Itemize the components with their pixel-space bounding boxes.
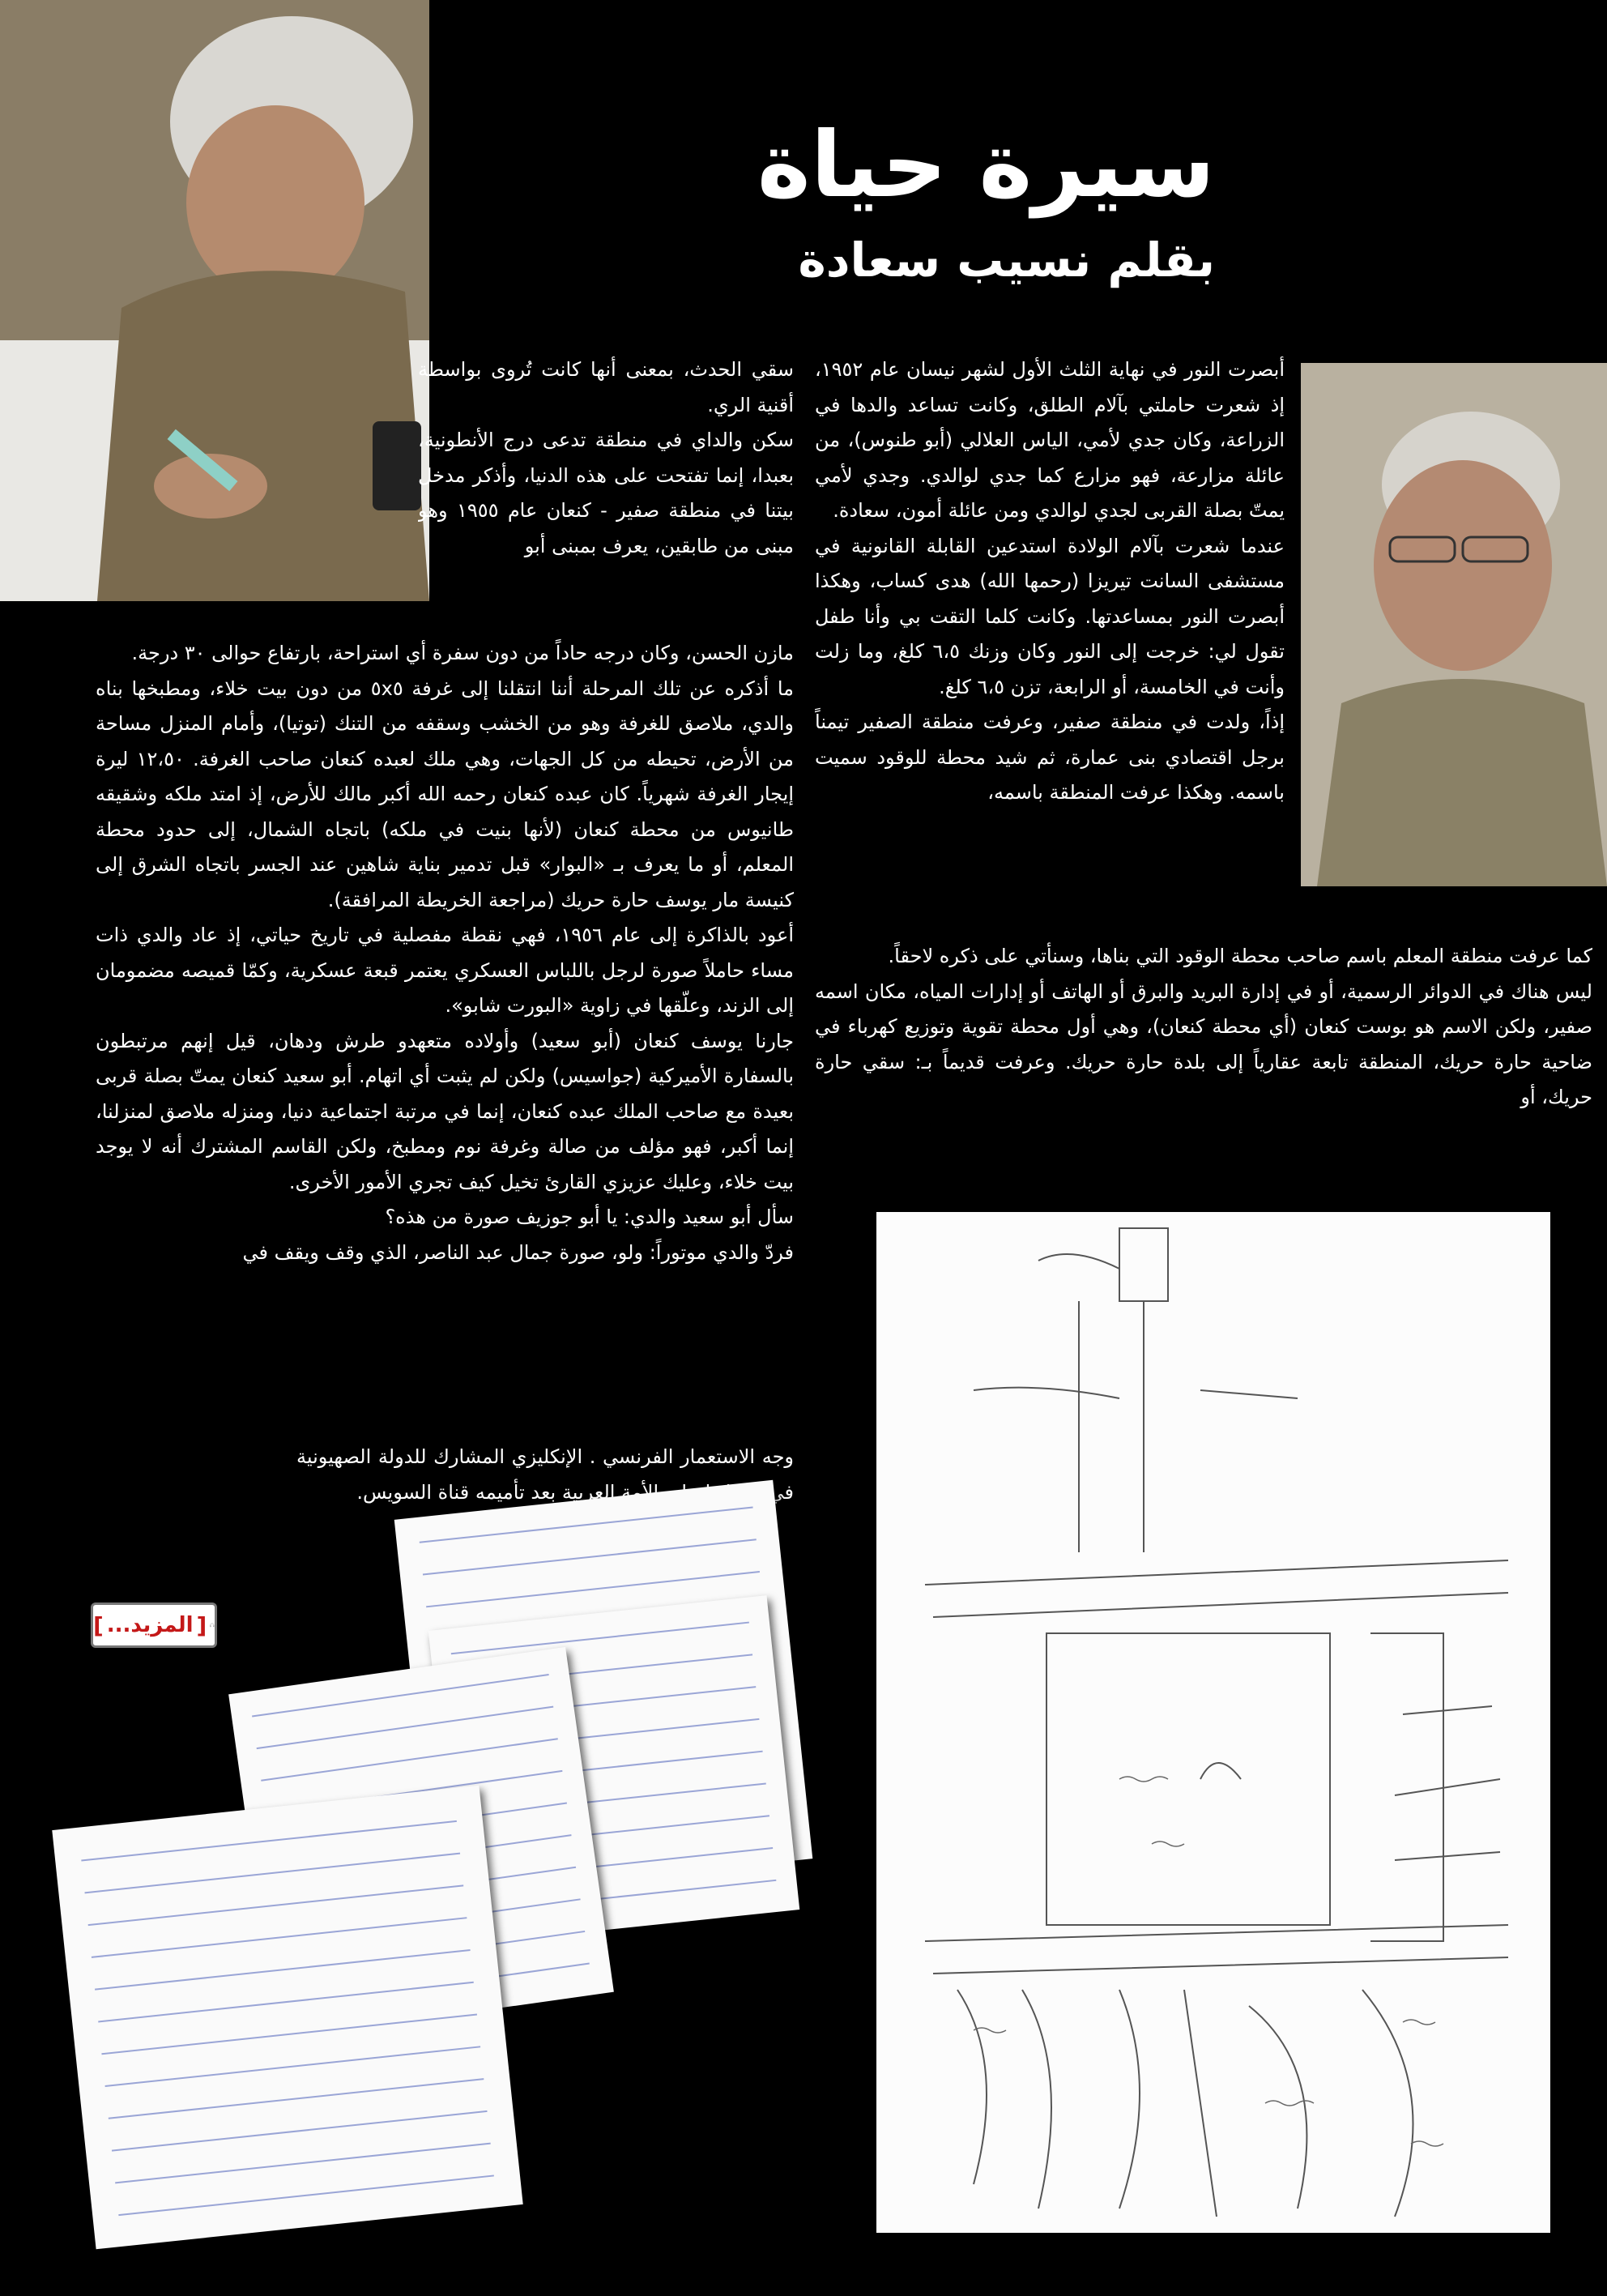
map-sketch [876, 1212, 1550, 2233]
manuscript-sheet [52, 1786, 522, 2250]
paragraph: فردّ والدي موتوراً: ولو، صورة جمال عبد الناصر، الذي وقف ويقف في [242, 1240, 794, 1264]
photo-illustration [0, 0, 429, 601]
photo-man-writing [0, 0, 429, 601]
paragraph: سكن والداي في منطقة تدعى درج الأنطونية، بعبدا، إنما تفتحت على هذه الدنيا، وأذكر مدخل بيتنا في منطقة صفير - كنعان عام ١٩٥٥ وهو مبنى من طابقين، يعرف بمبنى أبو [418, 429, 794, 557]
text-column-left [418, 352, 794, 638]
paragraph: إذاً، ولدت في منطقة صفير، وعرفت منطقة الصفير تيمناً برجل اقتصادي بنى عمارة، ثم شيد محطة للوقود سميت باسمه. وهكذا عرفت المنطقة باسمه، [815, 711, 1285, 804]
bracket-right: ] [196, 1611, 207, 1639]
text-column-bridge [815, 939, 1592, 1182]
paragraph: سأل أبو سعيد والدي: يا أبو جوزيف صورة من هذه؟ [385, 1206, 794, 1228]
paragraph: مازن الحسن، وكان درجه حاداً من دون سفرة أي استراحة، بارتفاع حوالى ٣٠ درجة. [131, 642, 794, 664]
bracket-left: [ [93, 1611, 104, 1639]
paragraph: ليس هناك في الدوائر الرسمية، أو في إدارة البريد والبرق أو الهاتف أو إدارات المياه، مكان اسمه صفير، ولكن الاسم هو بوست كنعان (أي محطة كنعان)، وهي أول محطة تقوية وتوزيع كهرباء في ضاحية حارة حريك، المنطقة تابعة عقارياً إلى بلدة حارة حريك. وعرفت قديماً بـ: سقي حارة حريك، أو [815, 979, 1592, 1108]
more-button[interactable] [91, 1603, 217, 1648]
text-column-right [815, 352, 1285, 1022]
paragraph: كما عرفت منطقة المعلم باسم صاحب محطة الوقود التي بناها، وسنأتي على ذكره لاحقاً. [888, 945, 1592, 967]
paragraph: عندما شعرت بآلام الولادة استدعين القابلة القانونية في مستشفى السانت تيريزا (رحمها الله) هدى كساب، وهكذا أبصرت النور بمساعدتها. وكانت كلما التقت بي وأنا طفل تقول لي: خرجت إلى النور وكان وزنك ٦،٥ كلغ، وما زلت وأنت في الخامسة، أو الرابعة، تزن ٦،٥ كلغ. [815, 534, 1285, 698]
paragraph: أعود بالذاكرة إلى عام ١٩٥٦، فهي نقطة مفصلية في تاريخ حياتي، إذ عاد والدي ذات مساء حاملاً صورة لرجل باللباس العسكري يعتمر قبعة عسكرية، وكمّا قميصه مضمومان إلى الزند، وعلّقها في زاوية «البورت شابو». [96, 924, 794, 1017]
more-button-label: المزيد... [106, 1613, 194, 1637]
portrait-illustration [1301, 363, 1607, 886]
paragraph: وجه الاستعمار الفرنسي . الإنكليزي المشارك للدولة الصهيونية في عدوانها على الأمة العربية بعد تأميمه قناة السويس. [296, 1445, 794, 1504]
paragraph: أبصرت النور في نهاية الثلث الأول لشهر نيسان عام ١٩٥٢، إذ شعرت حاملتي بآلام الطلق، وكانت تساعد والدها في الزراعة، وكان جدي لأمي، الياس العلالي (أبو طنوس)، من عائلة مزارعة، فهو مزارع كما جدي لوالدي. وجدي لأمي يمتّ بصلة القربى لجدي لوالدي ومن عائلة أمون، سعادة. [815, 358, 1285, 522]
page-title: سيرة حياة [757, 113, 1215, 218]
paragraph: ما أذكره عن تلك المرحلة أننا انتقلنا إلى غرفة ٥x٥ من دون بيت خلاء، ومطبخها بناه والدي، ملاصق للغرفة وهو من الخشب وسقفه من التنك (توتيا)، وأمام المنزل مساحة من الأرض، تحيطه من كل الجهات، وهي ملك لعبده كنعان صاحب الغرفة. ١٢،٥٠ ليرة إيجار الغرفة شهرياً. كان عبده كنعان رحمه الله أكبر مالك للأرض، إذ امتد ملكه وشقيقه طانيوس من محطة كنعان (لأنها بنيت في ملكه) باتجاه الشمال، إلى حدود محطة المعلم، أو ما يعرف بـ «البوار» قبل تدمير بناية شاهين عند الجسر باتجاه الشرق إلى كنيسة مار يوسف حارة حريك (مراجعة الخريطة المرافقة). [96, 676, 794, 911]
paragraph: جارنا يوسف كنعان (أبو سعيد) وأولاده متعهدو طرش ودهان، قيل إنهم مرتبطون بالسفارة الأميركية (جواسيس) ولكن لم يثبت أي اتهام. أبو سعيد كنعان يمتّ بصلة قربى بعيدة مع صاحب الملك عبده كنعان، إنما في مرتبة اجتماعية دنيا، ومنزله ملاصق لمنزلنا، إنما أكبر، فهو مؤلف من صالة وغرفة نوم ومطبخ، ولكن القاسم المشترك أنه لا يوجد بيت خلاء، وعليك عزيزي القارئ تخيل كيف تجري الأمور الأخرى. [96, 1029, 794, 1193]
photo-portrait [1301, 363, 1607, 886]
byline: بقلم نسيب سعادة [798, 233, 1215, 288]
headphones-icon [210, 1611, 215, 1639]
hand-drawn-map [876, 1212, 1550, 2233]
paragraph: سقي الحدث، بمعنى أنها كانت تُروى بواسطة أقنية الري. [418, 358, 794, 416]
text-column-wide [96, 636, 794, 1418]
